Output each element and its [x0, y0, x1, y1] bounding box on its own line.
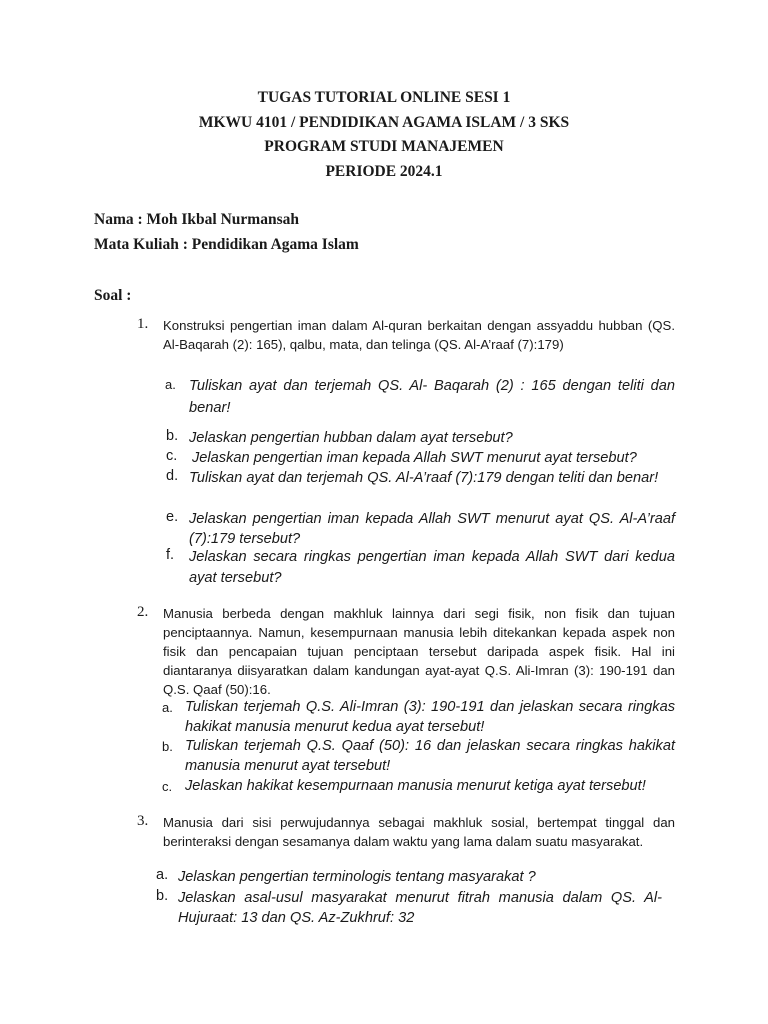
sub-text: Jelaskan pengertian iman kepada Allah SWT menurut ayat QS. Al-A’raaf (7):179 tersebut? — [189, 511, 675, 547]
sub-text: Tuliskan ayat dan terjemah QS. Al- Baqarah (2) : 165 dengan teliti dan benar! — [189, 378, 675, 416]
soal-label: Soal : — [94, 287, 132, 304]
sub-marker: a. — [165, 377, 176, 392]
sub-text: Jelaskan pengertian terminologis tentang masyarakat ? — [178, 869, 536, 885]
question-text: Konstruksi pengertian iman dalam Al-quran berkaitan dengan assyaddu hubban (QS. Al-Baqarah (2): 165), qalbu, mata, dan telinga (QS. Al-A’raaf (7):179) — [163, 318, 675, 352]
header-period: PERIODE 2024.1 — [325, 163, 443, 181]
question-text: Manusia dari sisi perwujudannya sebagai makhluk sosial, bertempat tinggal dan berinteraksi dengan sesamanya dalam waktu yang lama dalam suatu masyarakat. — [163, 815, 675, 849]
sub-text: Jelaskan pengertian hubban dalam ayat tersebut? — [189, 430, 513, 446]
sub-marker: e. — [166, 509, 179, 525]
question-number: 3. — [137, 813, 149, 829]
sub-text: Tuliskan terjemah Q.S. Qaaf (50): 16 dan jelaskan secara ringkas hakikat manusia menurut ayat tersebut! — [185, 738, 675, 774]
sub-marker: d. — [166, 468, 179, 484]
sub-marker: b. — [156, 888, 169, 904]
sub-text: Tuliskan terjemah Q.S. Ali-Imran (3): 190-191 dan jelaskan secara ringkas hakikat manusia menurut kedua ayat tersebut! — [185, 699, 675, 735]
sub-marker: a. — [162, 700, 173, 715]
sub-marker: c. — [166, 448, 178, 464]
student-name: Nama : Moh Ikbal Nurmansah — [94, 211, 299, 228]
sub-marker: c. — [162, 779, 173, 794]
sub-text: Jelaskan hakikat kesempurnaan manusia menurut ketiga ayat tersebut! — [185, 778, 646, 794]
question-number: 2. — [137, 604, 149, 620]
sub-marker: b. — [166, 428, 179, 444]
sub-text: Jelaskan secara ringkas pengertian iman kepada Allah SWT dari kedua ayat tersebut? — [189, 549, 675, 586]
sub-text: Tuliskan ayat dan terjemah QS. Al-A’raaf (7):179 dengan teliti dan benar! — [189, 470, 659, 486]
header-program: PROGRAM STUDI MANAJEMEN — [264, 138, 504, 156]
sub-marker: a. — [156, 867, 169, 883]
sub-text: Jelaskan asal-usul masyarakat menurut fitrah manusia dalam QS. Al-Hujuraat: 13 dan QS. Az-Zukhruf: 32 — [178, 890, 662, 926]
sub-marker: f. — [166, 547, 175, 563]
question-text: Manusia berbeda dengan makhluk lainnya dari segi fisik, non fisik dan tujuan penciptaannya. Namun, kesempurnaan manusia lebih ditekankan kepada aspek non fisik dan pencapaian tujuan penciptaan tersebut daripada aspek fisik. Hal ini diantaranya diisyaratkan dalam kandungan ayat-ayat Q.S. Ali-Imran (3): 190-191 dan Q.S. Qaaf (50):16. — [163, 606, 675, 697]
header-course: MKWU 4101 / PENDIDIKAN AGAMA ISLAM / 3 SKS — [198, 113, 570, 131]
document-header — [0, 86, 768, 185]
course-name: Mata Kuliah : Pendidikan Agama Islam — [94, 236, 359, 253]
question-number: 1. — [137, 316, 149, 332]
header-title: TUGAS TUTORIAL ONLINE SESI 1 — [257, 89, 511, 106]
sub-marker: b. — [162, 739, 173, 754]
sub-text: Jelaskan pengertian iman kepada Allah SWT menurut ayat tersebut? — [192, 450, 637, 466]
